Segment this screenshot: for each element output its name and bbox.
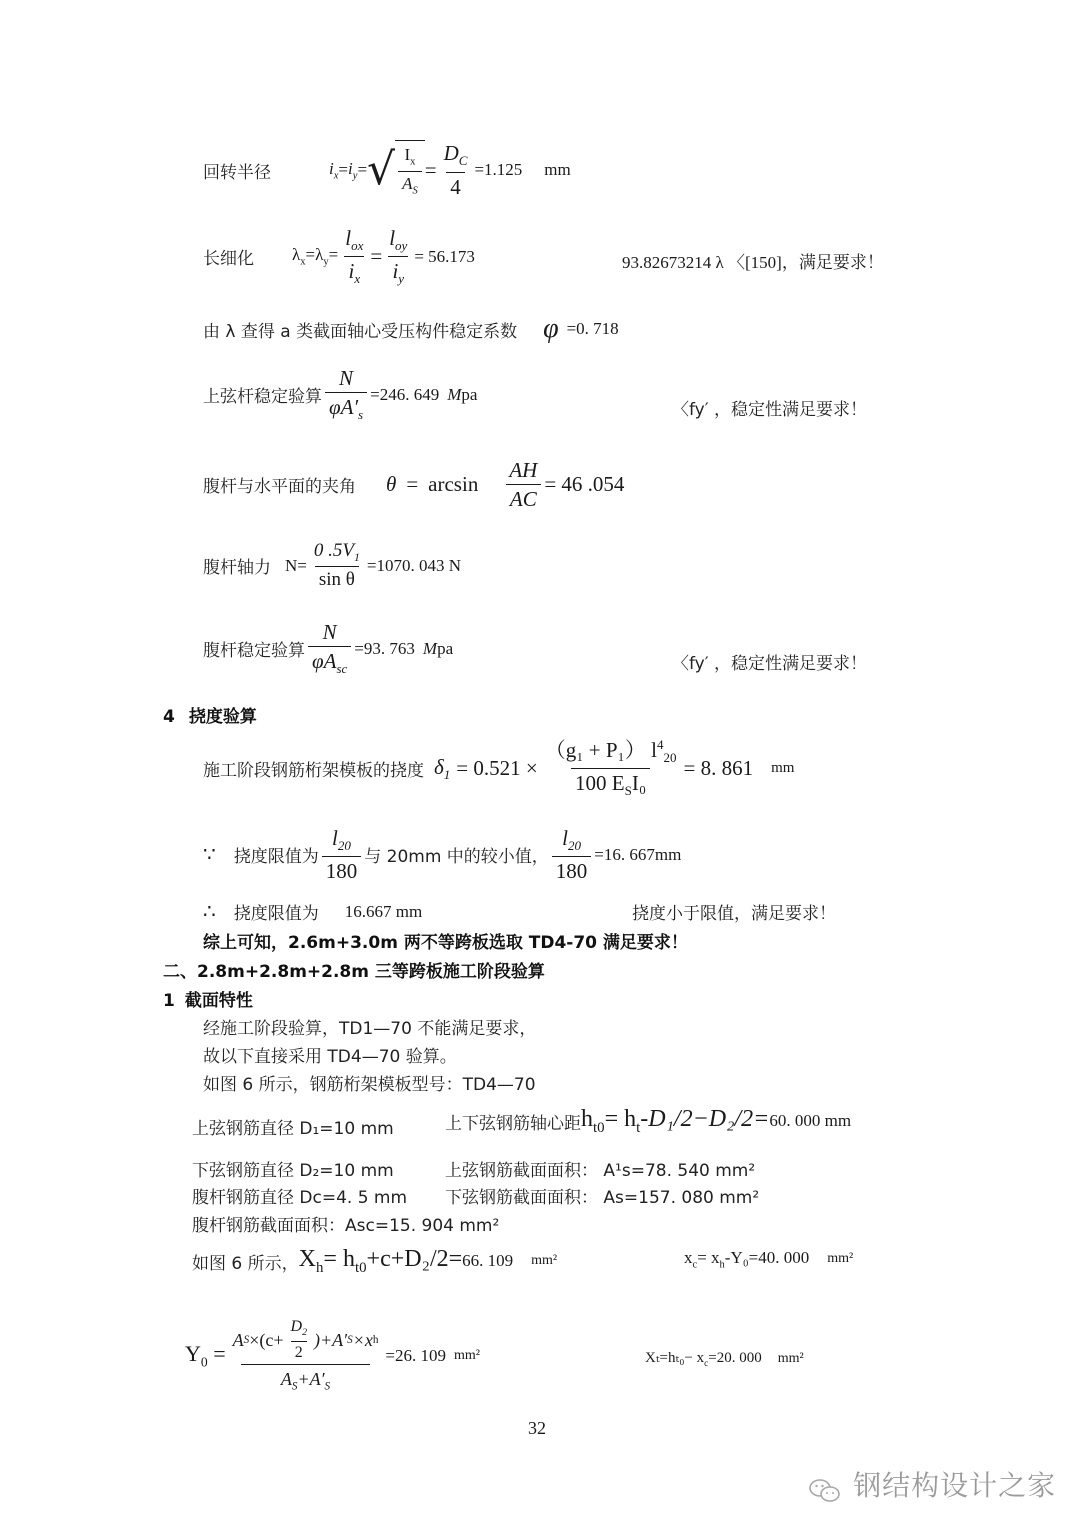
section-4-heading: 4 挠度验算 — [163, 707, 257, 727]
deflection-line: 施工阶段钢筋桁架模板的挠度 $\delta_1$ = 0.521 × $\frac{(g_1 + P_1) l^4_{20}}{100 E_SI_0}$ = 8. 861 mm — [203, 737, 795, 799]
loy-over-iy: $\frac{l_{oy}}{i_y}$ — [389, 226, 408, 287]
web-force-fraction: $\frac{0 .5V_1}{\text{sin θ}}$ — [313, 540, 360, 591]
web-diameter: 腹杆钢筋直径 Dc=4. 5 mm — [192, 1188, 408, 1208]
paragraph-3: 如图 6 所示，钢筋桁架模板型号：TD4—70 — [203, 1075, 536, 1095]
sqrt-expression: √ $\frac{I_x}{A_S}$ — [367, 140, 425, 200]
web-check-line: 腹杆稳定验算 $\frac{N}{\varphi A_{sc}}$ =93. 763 Mpa — [203, 620, 454, 677]
limit-result: =16. 667mm — [594, 844, 682, 864]
bottom-chord-area: 下弦钢筋截面面积： As=157. 080 mm² — [445, 1188, 760, 1208]
bottom-chord-diameter: 下弦钢筋直径 D₂=10 mm — [192, 1161, 394, 1181]
top-chord-diameter: 上弦钢筋直径 D₁=10 mm — [192, 1119, 394, 1139]
limit-value: 16.667 mm — [344, 901, 423, 921]
part-2-heading: 二、2.8m+2.8m+2.8m 三等跨板施工阶段验算 — [163, 962, 545, 982]
xh-value: 66. 109 — [462, 1251, 514, 1271]
slenderness-check: 93.82673214 λ 〈[150]，满足要求！ — [622, 253, 884, 272]
web-check-label: 腹杆稳定验算 — [203, 641, 305, 662]
web-angle-label: 腹杆与水平面的夹角 — [203, 477, 356, 498]
iy: $i_y$ — [348, 158, 358, 182]
page-number: 32 — [528, 1418, 546, 1438]
web-force-label: 腹杆轴力 — [203, 558, 271, 579]
web-angle-line: 腹杆与水平面的夹角 θ = arcsin $\frac{AH}{AC}$ = 46 .054 — [203, 458, 625, 512]
y0-value: =26. 109 — [385, 1345, 446, 1365]
dc-over-4: $\frac{D_C}{4}$ — [443, 141, 468, 199]
web-check-result: =93. 763 — [354, 638, 415, 658]
deflection-fraction: $\frac{(g_1 + P_1) l^4_{20}}{100 E_SI_0}$ — [544, 737, 677, 799]
deflection-conclusion: 挠度小于限值，满足要求！ — [632, 904, 836, 924]
because-symbol: ∵ — [203, 844, 216, 867]
slenderness-line: 长细化 $\lambda_x=$ $\lambda_y=$ $\frac{l_{ox}}{i_x}$ = $\frac{l_{oy}}{i_y}$ = 56.173 — [203, 226, 475, 287]
paragraph-2: 故以下直接采用 TD4—70 验算。 — [203, 1047, 457, 1067]
phi-symbol: φ — [543, 313, 559, 344]
phi-value: =0. 718 — [566, 319, 619, 338]
limit-line: ∵ 挠度限值为 $\frac{l_{20}}{180}$ 与 20mm 中的较小值， $\frac{l_{20}}{180}$ =16. 667mm — [203, 826, 682, 884]
y0-fraction: A S ×(c+ $\frac{D_2}{2}$ )+A′ S ×x h $A_S+A'_S$ — [232, 1318, 379, 1393]
web-force-result: =1070. 043 N — [366, 555, 461, 575]
summary-conclusion: 综上可知，2.6m+3.0m 两不等跨板选取 TD4-70 满足要求！ — [203, 933, 688, 953]
watermark — [808, 1464, 1056, 1504]
deflection-label: 施工阶段钢筋桁架模板的挠度 — [203, 761, 424, 782]
stability-coefficient-label: 由 λ 查得 a 类截面轴心受压构件稳定系数 — [203, 321, 518, 342]
web-check-conclusion: 〈fy′ ，稳定性满足要求！ — [672, 654, 868, 674]
therefore-symbol: ∴ — [203, 901, 216, 923]
n-over-phi-asc: $\frac{N}{\varphi A_{sc}}$ — [308, 620, 351, 677]
stability-coefficient-line — [203, 313, 619, 345]
deflection-result: = 8. 861 — [683, 756, 754, 781]
ix: $i_x$ — [329, 158, 339, 182]
therefore-line: ∴ 挠度限值为 16.667 mm — [203, 901, 423, 924]
radius-label: 回转半径 — [203, 162, 271, 183]
ah-over-ac: $\frac{AH}{AC}$ — [505, 458, 541, 511]
xh-line: 如图 6 所示， $X_h= h_{t0}+c+D_2/2=$ 66. 109 mm² — [192, 1246, 558, 1276]
radius-unit: mm — [544, 160, 571, 179]
slenderness-label: 长细化 — [203, 249, 254, 270]
top-chord-area: 上弦钢筋截面面积： A¹s=78. 540 mm² — [445, 1161, 756, 1181]
l20-over-180-b: $\frac{l_{20}}{180}$ — [552, 826, 592, 883]
top-chord-label: 上弦杆稳定验算 — [203, 387, 322, 408]
watermark-text: 钢结构设计之家 — [853, 1469, 1057, 1502]
l20-over-180-a: $\frac{l_{20}}{180}$ — [322, 826, 362, 883]
delta-1: $\delta_1$ — [434, 754, 451, 782]
xc-line: $x_c= x_h-Y_0=40$. 000 mm² — [684, 1248, 854, 1271]
lox-over-ix: $\frac{l_{ox}}{i_x}$ — [345, 226, 364, 287]
xt-line: $X_t=h_{t0}- x_c=20$. 000 mm² — [645, 1350, 804, 1369]
section-1-heading: 1 截面特性 — [163, 991, 253, 1011]
top-chord-check-line: 上弦杆稳定验算 $\frac{N}{\varphi A'_s}$ =246. 649 Mpa — [203, 366, 478, 423]
wechat-icon — [808, 1478, 842, 1504]
web-force-line: 腹杆轴力 N= $\frac{0 .5V_1}{\text{sin θ}}$ =1070. 043 N — [203, 540, 461, 591]
top-chord-result: =246. 649 — [370, 384, 440, 404]
y0-line: $Y_0$ = A S ×(c+ $\frac{D_2}{2}$ )+A′ S ×x h $A_S+A'_S$ =26. 109 mm² — [185, 1318, 480, 1393]
radius-result: =1.125 — [474, 160, 523, 179]
radius-of-gyration-line: 回转半径 $i_x$ = $i_y$ = √ $\frac{I_x}{A_S}$ = $\frac{D_C}{4}$ =1.125 mm — [203, 141, 571, 199]
axis-distance: 上下弦钢筋轴心距 $h_{t0}= h_t-D_1/2-D_2/2=$ 60. 000 mm — [445, 1106, 852, 1136]
web-angle-result: = 46 .054 — [544, 472, 625, 497]
web-area: 腹杆钢筋截面面积：Asc=15. 904 mm² — [192, 1216, 500, 1236]
top-chord-conclusion: 〈fy′ ，稳定性满足要求！ — [672, 400, 868, 420]
paragraph-1: 经施工阶段验算，TD1—70 不能满足要求， — [203, 1019, 537, 1039]
n-over-phi-as: $\frac{N}{\varphi A'_s}$ — [325, 366, 367, 423]
slenderness-result: = 56.173 — [414, 246, 475, 266]
